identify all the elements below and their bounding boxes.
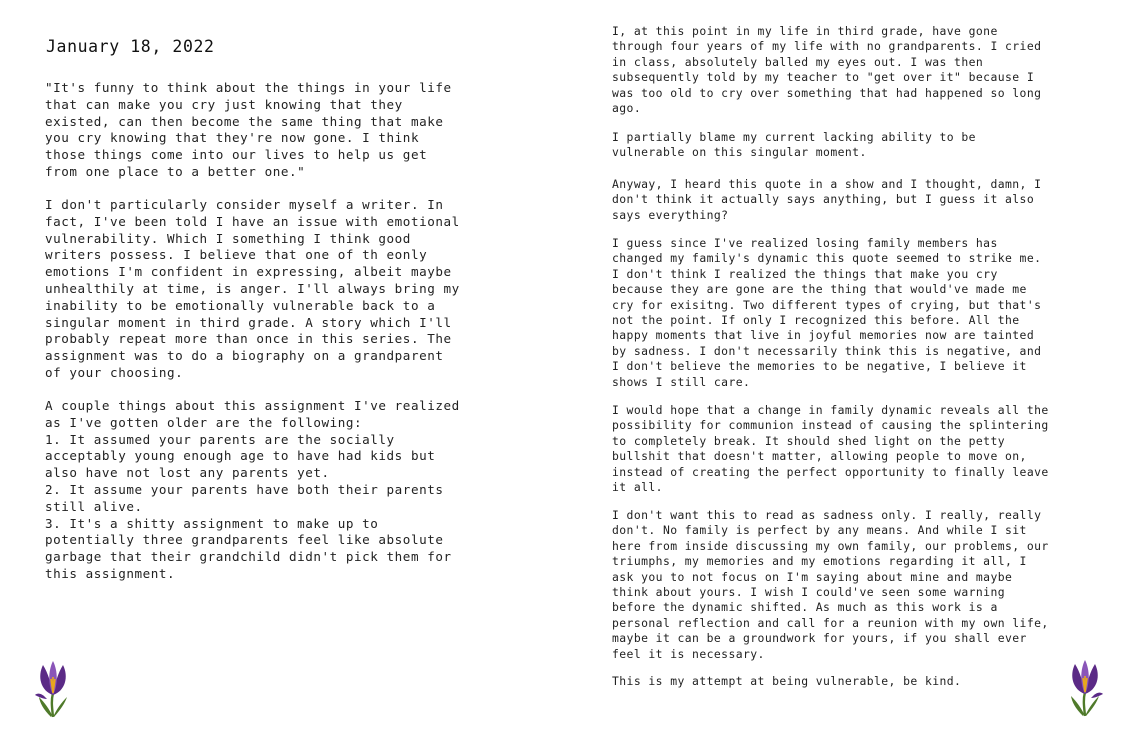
text-line: I don't believe the memories to be negative, I believe it xyxy=(612,359,1027,374)
text-line: "It's funny to think about the things in your life xyxy=(45,80,452,95)
text-line: think about yours. I wish I could've seen some warning xyxy=(612,584,1005,599)
text-line: I don't want this to read as sadness only. I really, really xyxy=(612,508,1042,522)
paragraph xyxy=(45,398,460,583)
text-line: through four years of my life with no grandparents. I cried xyxy=(612,39,1042,54)
paragraph xyxy=(612,130,976,161)
text-line: this assignment. xyxy=(45,565,176,581)
text-line: singular moment in third grade. A story which I'll xyxy=(45,314,452,330)
text-line: I don't think I realized the things that make you cry xyxy=(612,266,998,281)
text-line: inability to be emotionally vulnerable back to a xyxy=(45,297,436,313)
text-line: shows I still care. xyxy=(612,374,751,389)
text-line: garbage that their grandchild didn't pick them for xyxy=(45,549,452,565)
text-line: as I've gotten older are the following: xyxy=(45,414,363,430)
text-line: maybe it can be a groundwork for yours, if you shall ever xyxy=(612,631,1027,646)
text-line: potentially three grandparents feel like absolute xyxy=(45,532,444,548)
text-line: cry for exisitng. Two different types of crying, but that's xyxy=(612,297,1042,312)
text-line: was too old to cry over something that had happened so long xyxy=(612,85,1042,100)
text-line: probably repeat more than once in this series. The xyxy=(45,331,452,347)
crocus-flower-icon xyxy=(31,657,75,719)
text-line: acceptably young enough age to have had kids but xyxy=(45,448,436,464)
text-line: subsequently told by my teacher to "get over it" because I xyxy=(612,70,1035,85)
paragraph xyxy=(612,177,1041,223)
text-line: to completely break. It should shed light on the petty xyxy=(612,433,1005,448)
text-line: those things come into our lives to help us get xyxy=(45,147,428,163)
text-line: writers possess. I believe that one of th eonly xyxy=(45,247,428,263)
text-line: don't. No family is perfect by any means. And while I sit xyxy=(612,523,1027,538)
text-line: not the point. If only I recognized this before. All the xyxy=(612,312,1020,327)
text-line: says everything? xyxy=(612,207,729,222)
right-page xyxy=(569,0,1139,736)
text-line: Anyway, I heard this quote in a show and I thought, damn, I xyxy=(612,177,1042,191)
text-line: ask you to not focus on I'm saying about mine and maybe xyxy=(612,569,1013,584)
text-line: 3. It's a shitty assignment to make up to xyxy=(45,515,379,531)
text-line: existed, can then become the same thing that make xyxy=(45,113,444,129)
text-line: bullshit that doesn't matter, allowing people to move on, xyxy=(612,449,1027,464)
text-line: also have not lost any parents yet. xyxy=(45,465,330,481)
text-line: vulnerability. Which I something I think good xyxy=(45,230,411,246)
text-line: ago. xyxy=(612,100,642,115)
crocus-flower-icon xyxy=(1063,656,1107,718)
text-line: still alive. xyxy=(45,498,143,514)
text-line: A couple things about this assignment I've realized xyxy=(45,398,460,413)
text-line: This is my attempt at being vulnerable, be kind. xyxy=(612,674,962,688)
text-line: because they are gone are the thing that would've made me xyxy=(612,282,1027,297)
text-line: here from inside discussing my own family, our problems, our xyxy=(612,538,1049,553)
text-line: unhealthily at time, is anger. I'll always bring my xyxy=(45,280,460,296)
paragraph xyxy=(45,197,460,382)
text-line: feel it is necessary. xyxy=(612,646,765,661)
entry-date: January 18, 2022 xyxy=(46,37,215,56)
text-line: before the dynamic shifted. As much as this work is a xyxy=(612,600,998,615)
text-line: I would hope that a change in family dynamic reveals all the xyxy=(612,403,1049,417)
text-line: I guess since I've realized losing family members has xyxy=(612,236,998,250)
text-line: that can make you cry just knowing that they xyxy=(45,96,403,112)
text-line: by sadness. I don't necessarily think this is negative, and xyxy=(612,343,1042,358)
paragraph xyxy=(612,403,1049,495)
text-line: I, at this point in my life in third grade, have gone xyxy=(612,24,998,38)
text-line: of your choosing. xyxy=(45,364,184,380)
text-line: 1. It assumed your parents are the socially xyxy=(45,431,395,447)
paragraph xyxy=(612,508,1049,662)
text-line: vulnerable on this singular moment. xyxy=(612,145,867,160)
text-line: happy moments that live in joyful memories now are tainted xyxy=(612,328,1035,343)
left-page xyxy=(0,0,560,736)
text-line: assignment was to do a biography on a grandparent xyxy=(45,348,444,364)
paragraph xyxy=(45,80,452,181)
text-line: possibility for communion instead of causing the splintering xyxy=(612,418,1049,433)
paragraph xyxy=(612,24,1041,116)
text-line: I partially blame my current lacking ability to be xyxy=(612,130,976,144)
paragraph xyxy=(612,236,1041,390)
text-line: you cry knowing that they're now gone. I think xyxy=(45,130,420,146)
text-line: don't think it actually says anything, but I guess it also xyxy=(612,192,1035,207)
text-line: instead of creating the perfect opportunity to finally leave xyxy=(612,464,1049,479)
paragraph xyxy=(612,674,961,689)
text-line: triumphs, my memories and my emotions regarding it all, I xyxy=(612,554,1027,569)
text-line: 2. It assume your parents have both their parents xyxy=(45,481,444,497)
text-line: personal reflection and call for a reunion with my own life, xyxy=(612,615,1049,630)
text-line: it all. xyxy=(612,479,663,494)
text-line: fact, I've been told I have an issue with emotional xyxy=(45,213,460,229)
text-line: I don't particularly consider myself a writer. In xyxy=(45,197,444,212)
text-line: in class, absolutely balled my eyes out. I was then xyxy=(612,54,984,69)
text-line: emotions I'm confident in expressing, albeit maybe xyxy=(45,264,452,280)
text-line: changed my family's dynamic this quote seemed to strike me. xyxy=(612,251,1042,266)
text-line: from one place to a better one." xyxy=(45,163,306,179)
